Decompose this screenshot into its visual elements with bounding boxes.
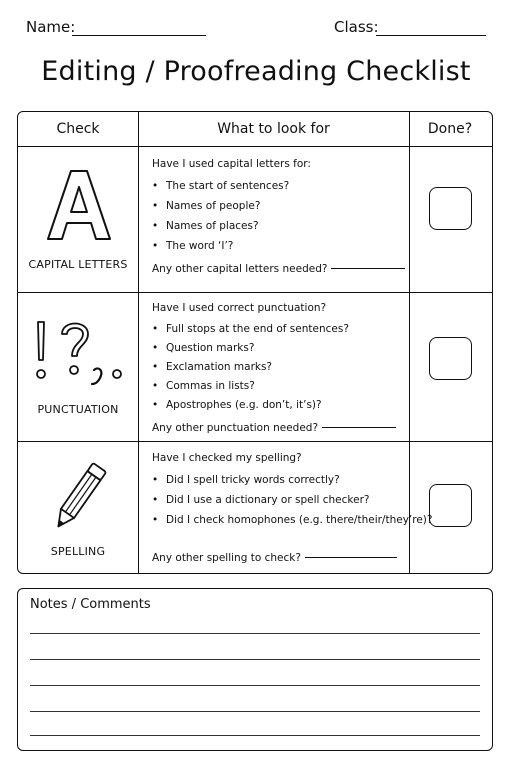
row-followup xyxy=(152,548,432,568)
done-checkbox-spelling[interactable] xyxy=(429,484,472,527)
followup-text: Any other spelling to check? xyxy=(152,552,301,564)
list-item: • Apostrophes (e.g. don’t, it’s)? xyxy=(152,396,396,415)
row-divider xyxy=(18,292,492,293)
list-item: • Exclamation marks? xyxy=(152,358,396,377)
list-item: • Did I spell tricky words correctly? xyxy=(152,470,432,490)
row-divider xyxy=(18,441,492,442)
list-item: • The word ‘I’? xyxy=(152,236,405,256)
done-checkbox-capital-letters[interactable] xyxy=(429,187,472,230)
notes-title: Notes / Comments xyxy=(30,597,151,612)
list-item: • Names of places? xyxy=(152,216,405,236)
letter-a-icon xyxy=(44,167,114,243)
list-item: • Full stops at the end of sentences? xyxy=(152,320,396,339)
followup-text: Any other punctuation needed? xyxy=(152,422,319,434)
list-item: • Did I use a dictionary or spell checker? xyxy=(152,490,432,510)
header-row xyxy=(26,18,486,40)
row-question: Have I checked my spelling? xyxy=(152,452,302,464)
note-line[interactable] xyxy=(30,685,480,686)
row-divider xyxy=(18,146,492,147)
row-label-spelling: SPELLING xyxy=(50,545,106,558)
name-label: Name: xyxy=(26,18,76,36)
list-item: • Question marks? xyxy=(152,339,396,358)
pencil-icon xyxy=(50,459,108,535)
column-divider xyxy=(138,112,139,573)
list-item: • The start of sentences? xyxy=(152,176,405,196)
note-line[interactable] xyxy=(30,633,480,634)
list-item: • Did I check homophones (e.g. there/their/they’re)? xyxy=(152,510,432,530)
answer-line[interactable] xyxy=(331,268,405,269)
row-content-spelling xyxy=(152,448,432,568)
list-item: • Names of people? xyxy=(152,196,405,216)
answer-line[interactable] xyxy=(305,557,397,558)
row-label-punctuation: PUNCTUATION xyxy=(37,403,119,416)
note-line[interactable] xyxy=(30,711,480,712)
column-header-what: What to look for xyxy=(217,121,330,137)
row-question: Have I used capital letters for: xyxy=(152,158,311,170)
page-title: Editing / Proofreading Checklist xyxy=(41,56,471,87)
done-checkbox-punctuation[interactable] xyxy=(429,337,472,380)
notes-box[interactable] xyxy=(17,588,493,751)
class-label: Class: xyxy=(334,18,379,36)
checklist-table xyxy=(17,111,493,574)
followup-text: Any other capital letters needed? xyxy=(152,263,328,275)
class-field[interactable] xyxy=(376,35,486,36)
name-field[interactable] xyxy=(72,35,206,36)
note-line[interactable] xyxy=(30,735,480,736)
row-followup xyxy=(152,418,396,438)
punctuation-marks-icon xyxy=(32,318,128,386)
note-line[interactable] xyxy=(30,659,480,660)
row-content-punctuation xyxy=(152,298,396,438)
row-content-capital-letters xyxy=(152,154,405,279)
column-header-done: Done? xyxy=(427,121,473,137)
row-followup xyxy=(152,259,405,279)
row-question: Have I used correct punctuation? xyxy=(152,302,327,314)
row-label-capital-letters: CAPITAL LETTERS xyxy=(28,258,128,271)
column-header-check: Check xyxy=(56,121,100,137)
answer-line[interactable] xyxy=(322,427,396,428)
list-item: • Commas in lists? xyxy=(152,377,396,396)
